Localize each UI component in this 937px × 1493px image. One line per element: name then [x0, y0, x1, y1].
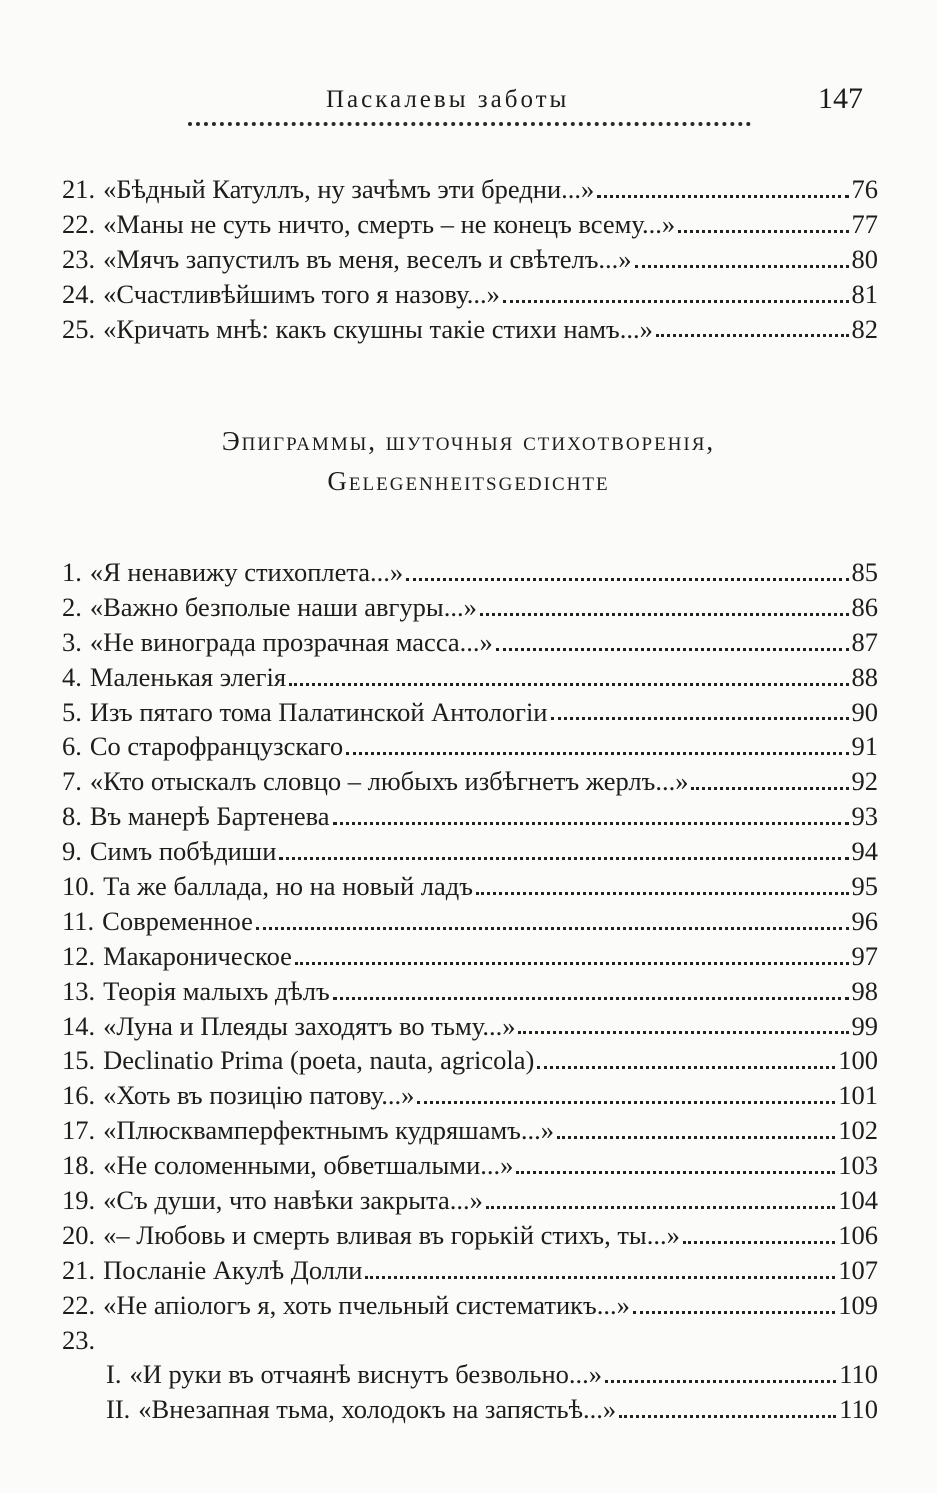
toc-entry: 15. Declinatio Prima (poeta, nauta, agricola) 100 [62, 1045, 878, 1076]
toc-entry: 13. Теорія малыхъ дѣлъ 98 [62, 975, 878, 1006]
toc-entry: 3. «Не винограда прозрачная масса...» 87 [62, 626, 878, 657]
toc-sub-entry: II. «Внезапная тьма, холодокъ на запястьѣ...» 110 [106, 1394, 878, 1425]
toc-entry: 21. Посланіе Акулѣ Долли 107 [62, 1254, 878, 1285]
section-heading-line-2: Gelegenheitsgedichte [327, 466, 610, 496]
section-heading-line-1: Эпиграммы, шуточныя стихотворенія, [221, 426, 716, 456]
toc-entry: 21. «Бѣдный Катуллъ, ну зачѣмъ эти бредни...» 76 [62, 174, 878, 204]
toc-entry: 8. Въ манерѣ Бартенева 93 [62, 801, 878, 832]
toc-entry: 11. Современное 96 [62, 905, 878, 936]
toc-entry: 22. «Маны не суть ничто, смерть – не конецъ всему...» 77 [62, 208, 878, 239]
toc-sub-entry: I. «И руки въ отчаянѣ виснутъ безвольно...» 110 [106, 1359, 878, 1390]
toc-entry: 6. Со старофранцузскаго 91 [62, 731, 878, 762]
toc-entry-group: 23. [62, 1324, 96, 1355]
toc-entry: 14. «Луна и Плеяды заходятъ во тьму...» 99 [62, 1010, 878, 1041]
toc-list-epigrams [62, 555, 878, 1427]
toc-entry: 22. «Не апіологъ я, хоть пчельный систематикъ...» 109 [62, 1289, 878, 1320]
toc-entry: 16. «Хоть въ позицію патову...» 101 [62, 1080, 878, 1111]
toc-entry: 25. «Кричать мнѣ: какъ скушны такіе стихи намъ...» 82 [62, 313, 878, 344]
toc-entry: 12. Макароническое 97 [62, 940, 878, 971]
page-number: 147 [818, 82, 863, 115]
toc-entry: 23. «Мячъ запустилъ въ меня, веселъ и свѣтелъ...» 80 [62, 243, 878, 274]
toc-entry: 10. Та же баллада, но на новый ладъ 95 [62, 871, 878, 902]
toc-entry: 18. «Не соломенными, обветшалыми...» 103 [62, 1150, 878, 1181]
toc-entry: 24. «Счастливѣйшимъ того я назову...» 81 [62, 278, 878, 309]
toc-entry: 1. «Я ненавижу стихоплета...» 85 [62, 557, 878, 587]
toc-entry: 2. «Важно безполые наши авгуры...» 86 [62, 591, 878, 622]
toc-entry: 7. «Кто отыскалъ словцо – любыхъ избѣгнетъ жерлъ...» 92 [62, 766, 878, 797]
toc-entry: 20. «– Любовь и смерть вливая въ горькій стихъ, ты...» 106 [62, 1219, 878, 1250]
header-dotted-rule [188, 118, 751, 126]
toc-entry: 4. Маленькая элегія 88 [62, 661, 878, 692]
toc-list-continued [62, 172, 878, 346]
toc-entry: 19. «Съ души, что навѣки закрыта...» 104 [62, 1185, 878, 1216]
toc-entry: 5. Изъ пятаго тома Палатинской Антологіи 90 [62, 696, 878, 727]
toc-entry: 9. Симъ побѣдиши 94 [62, 836, 878, 867]
toc-entry: 17. «Плюсквамперфектнымъ кудряшамъ...» 102 [62, 1115, 878, 1146]
running-header-title: Паскалевы заботы [326, 86, 570, 113]
